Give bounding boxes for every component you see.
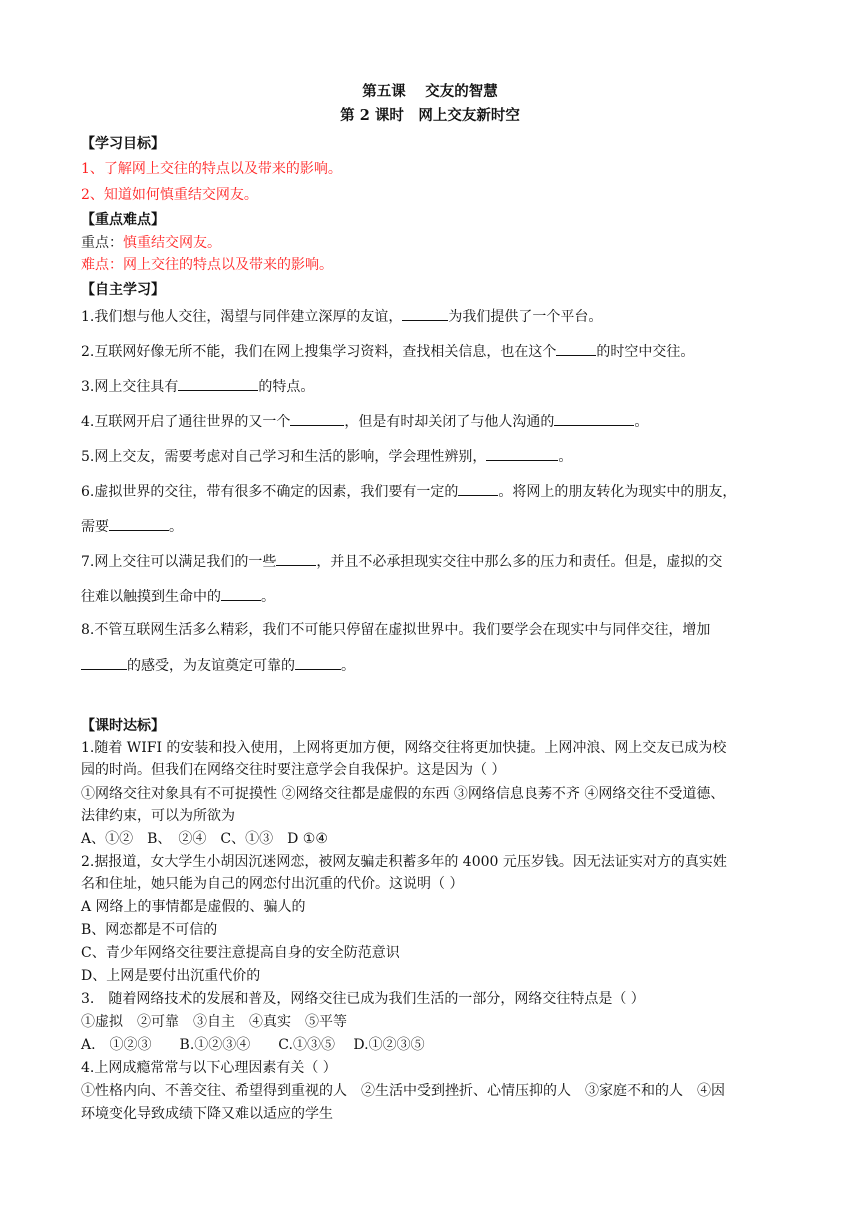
q1-text: 1.我们想与他人交往，渴望与同伴建立深厚的友谊， — [81, 309, 403, 325]
q6-text-end: 。 — [169, 519, 183, 535]
q7-text-mid: ，并且不必承担现实交往中那么多的压力和责任。但是，虚拟的交 — [316, 554, 723, 570]
q7-text-cont: 往难以触摸到生命中的 — [81, 589, 221, 605]
q2-text-end: 的时空中交往。 — [596, 344, 695, 360]
fill-blank[interactable] — [402, 306, 448, 321]
self-study-q3 — [81, 376, 781, 397]
practice-q1-options: ①网络交往对象具有不可捉摸性 ②网络交往都是虚假的东西 ③网络信息良莠不齐 ④网络交往不受道德、 — [81, 786, 725, 802]
q8-text-end: 。 — [341, 658, 355, 674]
self-study-q2 — [81, 341, 781, 362]
practice-q4-options: ①性格内向、不善交往、希望得到重视的人 ②生活中受到挫折、心情压抑的人 ③家庭不和的人 ④因 — [81, 1083, 725, 1099]
practice-q3-stem: 3. 随着网络技术的发展和普及，网络交往已成为我们生活的一部分，网络交往特点是（ ） — [81, 991, 645, 1007]
practice-q3-options: ①虚拟 ②可靠 ③自主 ④真实 ⑤平等 — [81, 1014, 347, 1030]
self-study-q8-cont — [81, 655, 781, 676]
q8-text: 8.不管互联网生活多么精彩，我们不可能只停留在虚拟世界中。我们要学会在现实中与同伴交往，增加 — [81, 622, 711, 638]
self-study-q1 — [81, 306, 781, 327]
q7-text-end: 。 — [261, 589, 275, 605]
self-study-q6 — [81, 481, 781, 502]
self-study-q7-cont — [81, 586, 781, 607]
q5-text-end: 。 — [558, 449, 573, 465]
key-text: 慎重结交网友。 — [123, 235, 221, 251]
difficult-text: 网上交往的特点以及带来的影响。 — [123, 257, 333, 273]
self-study-q5 — [81, 446, 781, 467]
fill-blank[interactable] — [178, 376, 258, 391]
q6-text-cont: 需要 — [81, 519, 109, 535]
practice-q1-stem: 1.随着 WIFI 的安装和投入使用，上网将更加方便，网络交往将更加快捷。上网冲浪、网上交友已成为校 — [81, 740, 727, 756]
practice-q4-options-cont: 环境变化导致成绩下降又难以适应的学生 — [81, 1106, 333, 1122]
fill-blank[interactable] — [554, 411, 634, 426]
fill-blank[interactable] — [276, 551, 316, 566]
practice-q1-options-cont: 法律约束，可以为所欲为 — [81, 808, 235, 824]
q4-text-end: 。 — [634, 414, 649, 430]
q3-text-end: 的特点。 — [258, 379, 315, 395]
practice-q2-choice-b: B、网恋都是不可信的 — [81, 922, 218, 938]
self-study-q7 — [81, 551, 781, 572]
q6-text: 6.虚拟世界的交往，带有很多不确定的因素，我们要有一定的 — [81, 484, 459, 500]
key-points-header: 【重点难点】 — [81, 212, 165, 228]
difficult-label: 难点： — [81, 257, 123, 273]
fill-blank[interactable] — [458, 481, 498, 496]
q2-text: 2.互联网好像无所不能，我们在网上搜集学习资料，查找相关信息，也在这个 — [81, 344, 557, 360]
fill-blank[interactable] — [556, 341, 596, 356]
practice-q2-stem-cont: 名和住址，她只能为自己的网恋付出沉重的代价。这说明（ ） — [81, 876, 464, 892]
practice-q2-choice-a: A 网络上的事情都是虚假的、骗人的 — [81, 899, 306, 915]
q8-text-mid: 的感受，为友谊奠定可靠的 — [127, 658, 295, 674]
fill-blank[interactable] — [290, 411, 344, 426]
fill-blank[interactable] — [81, 655, 127, 670]
difficult-point-line — [81, 255, 781, 275]
practice-q1-choices: A、①② B、 ②④ C、①③ D ①④ — [81, 831, 328, 847]
practice-q1-stem-cont: 园的时尚。但我们在网络交往时要注意学会自我保护。这是因为（ ） — [81, 762, 506, 778]
self-study-q4 — [81, 411, 781, 432]
practice-q2-stem: 2.据报道，女大学生小胡因沉迷网恋，被网友骗走积蓄多年的 4000 元压岁钱。因无法证实对方的真实姓 — [81, 854, 727, 870]
lesson-title: 第五课 交友的智慧 — [362, 83, 498, 100]
fill-blank[interactable] — [109, 516, 169, 531]
q4-text: 4.互联网开启了通往世界的又一个 — [81, 414, 291, 430]
self-study-header: 【自主学习】 — [81, 282, 165, 298]
self-study-q6-cont — [81, 516, 781, 537]
objective-item: 1、了解网上交往的特点以及带来的影响。 — [81, 161, 342, 177]
q7-text: 7.网上交往可以满足我们的一些 — [81, 554, 277, 570]
practice-q4-stem: 4.上网成瘾常常与以下心理因素有关（ ） — [81, 1060, 337, 1076]
q6-text-mid: 。将网上的朋友转化为现实中的朋友， — [498, 484, 737, 500]
key-label: 重点： — [81, 235, 123, 251]
practice-q2-choice-d: D、上网是要付出沉重代价的 — [81, 968, 261, 984]
period-title: 第 2 课时 网上交友新时空 — [340, 107, 520, 124]
q3-text: 3.网上交往具有 — [81, 379, 179, 395]
objectives-header: 【学习目标】 — [81, 136, 165, 152]
key-point-line — [81, 233, 781, 253]
objective-item: 2、知道如何慎重结交网友。 — [81, 187, 258, 203]
self-study-q8 — [81, 620, 781, 640]
practice-q2-choice-c: C、青少年网络交往要注意提高自身的安全防范意识 — [81, 945, 400, 961]
fill-blank[interactable] — [486, 446, 558, 461]
fill-blank[interactable] — [221, 586, 261, 601]
fill-blank[interactable] — [295, 655, 341, 670]
q1-text-end: 为我们提供了一个平台。 — [448, 309, 603, 325]
practice-q3-choices: A. ①②③ B.①②③④ C.①③⑤ D.①②③⑤ — [81, 1037, 425, 1053]
q4-text-mid: ，但是有时却关闭了与他人沟通的 — [344, 414, 555, 430]
practice-header: 【课时达标】 — [81, 718, 165, 734]
q5-text: 5.网上交友，需要考虑对自己学习和生活的影响，学会理性辨别， — [81, 449, 487, 465]
